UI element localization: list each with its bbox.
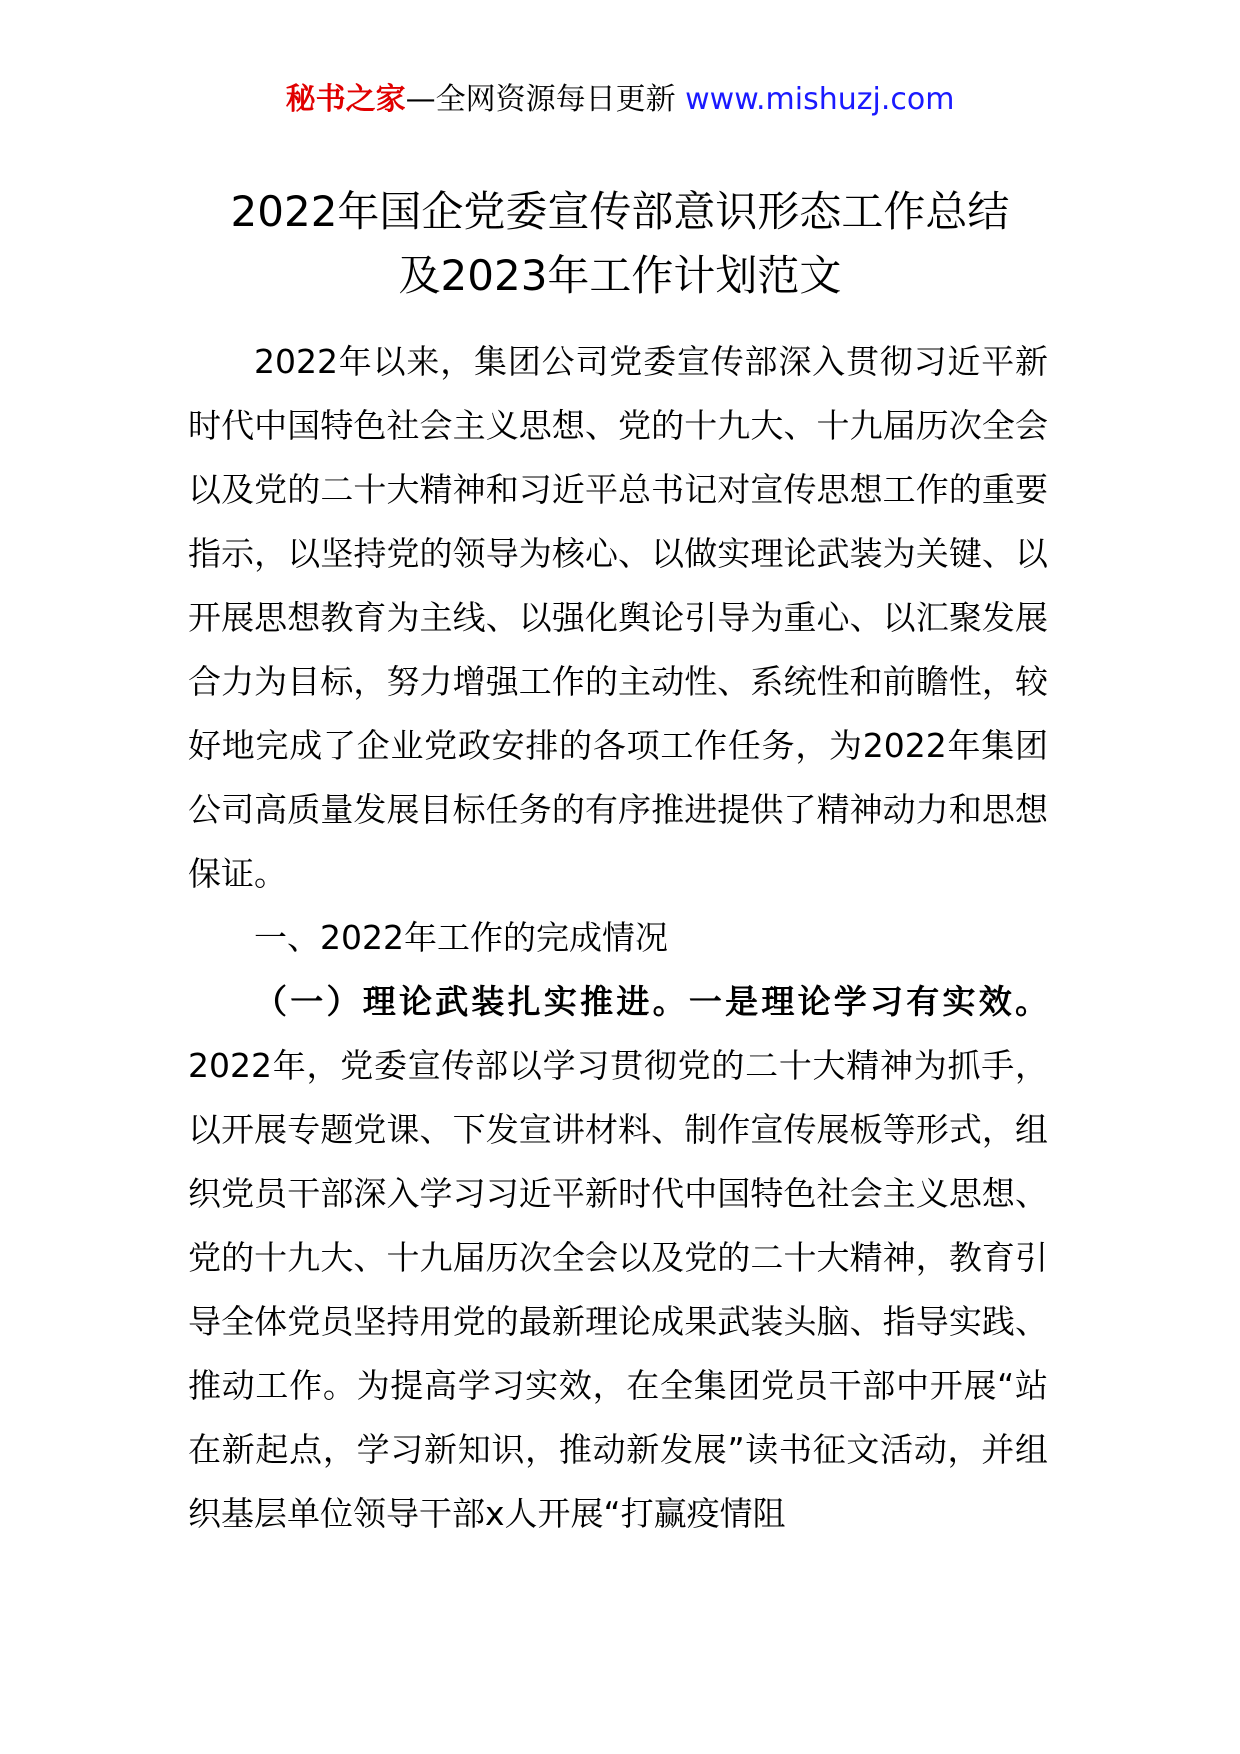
document-body [188,330,1048,1546]
brand-name: 秘书之家 [285,82,406,117]
theory-paragraph [188,970,1048,1546]
document-title [150,180,1090,308]
theory-paragraph-text: 2022年，党委宣传部以学习贯彻党的二十大精神为抓手，以开展专题党课、下发宣讲材料、制作宣传展板等形式，组织党员干部深入学习习近平新时代中国特色社会主义思想、党的十九大、十九届历次全会以及党的二十大精神，教育引导全体党员坚持用党的最新理论成果武装头脑、指导实践、推动工作。为提高学习实效，在全集团党员干部中开展“站在新起点，学习新知识，推动新发展”读书征文活动，并组织基层单位领导干部x人开展“打赢疫情阻 [188,1046,1048,1533]
subsection-heading: （一）理论武装扎实推进。一是理论学习有实效。 [254,982,1048,1021]
title-line-2: 及2023年工作计划范文 [398,251,842,300]
section-heading: 一、2022年工作的完成情况 [254,918,668,957]
site-banner [0,80,1240,120]
title-line-1: 2022年国企党委宣传部意识形态工作总结 [230,187,1010,236]
intro-paragraph: 2022年以来，集团公司党委宣传部深入贯彻习近平新时代中国特色社会主义思想、党的十九大、十九届历次全会以及党的二十大精神和习近平总书记对宣传思想工作的重要指示，以坚持党的领导为核心、以做实理论武装为关键、以开展思想教育为主线、以强化舆论引导为重心、以汇聚发展合力为目标，努力增强工作的主动性、系统性和前瞻性，较好地完成了企业党政安排的各项工作任务，为2022年集团公司高质量发展目标任务的有序推进提供了精神动力和思想保证。 [188,342,1048,893]
banner-tagline: —全网资源每日更新 [405,82,676,117]
site-url-link[interactable]: www.mishuzj.com [685,82,955,117]
